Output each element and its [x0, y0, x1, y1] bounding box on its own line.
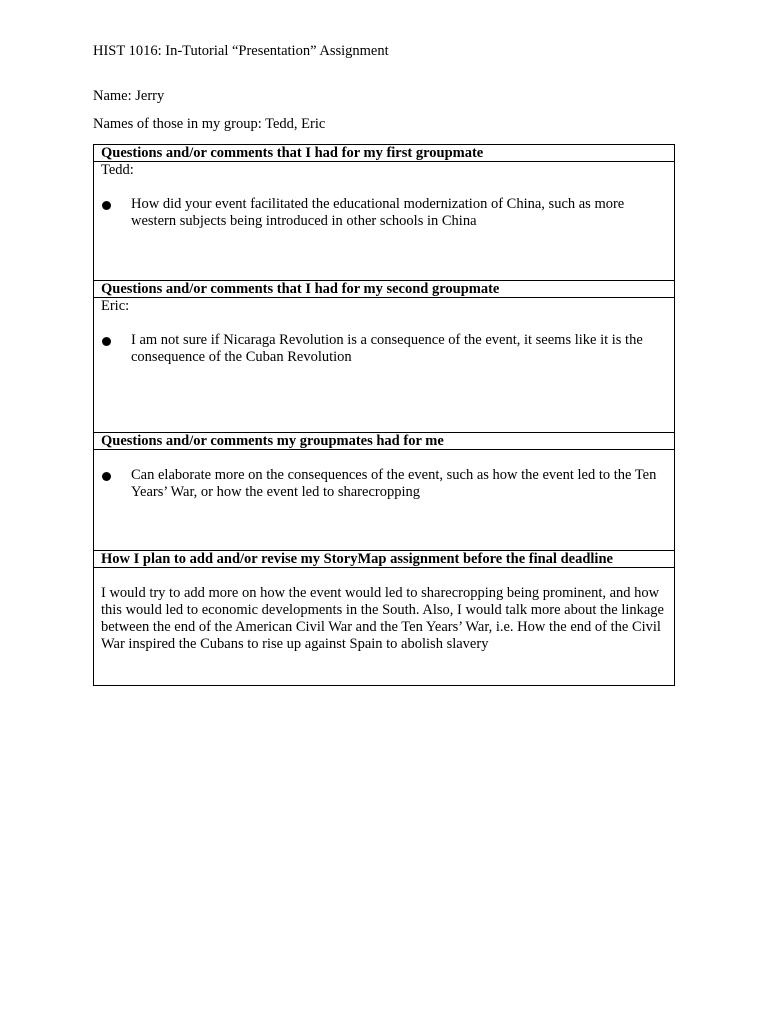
first-groupmate-section — [94, 145, 674, 280]
revision-plan-text: I would try to add more on how the event would led to sharecropping being prominent, and how this would led to economic developments in the South. Also, I would talk more about the linkage between the end of the American Civil War and the Ten Years’ War, i.e. How the end of the Civil War inspired the Cubans to rise up against Spain to abolish slavery — [101, 585, 664, 652]
second-groupmate-question-text: I am not sure if Nicaraga Revolution is a consequence of the event, it seems like it is the consequence of the Cuban Revolution — [131, 332, 643, 365]
bullet-icon — [102, 337, 111, 346]
first-groupmate-name: Tedd: — [101, 162, 134, 178]
document-title: HIST 1016: In-Tutorial “Presentation” Assignment — [93, 43, 389, 59]
second-groupmate-section — [94, 280, 674, 432]
first-groupmate-question — [101, 196, 666, 230]
revision-plan-heading: How I plan to add and/or revise my StoryMap assignment before the final deadline — [94, 551, 674, 568]
groupmates-for-me-comment-text: Can elaborate more on the consequences of the event, such as how the event led to the Ten Years’ War, or how the event led to sharecropping — [131, 467, 657, 500]
second-groupmate-heading: Questions and/or comments that I had for my second groupmate — [94, 281, 674, 298]
group-names-line: Names of those in my group: Tedd, Eric — [93, 116, 326, 132]
student-name-line: Name: Jerry — [93, 88, 165, 104]
bullet-icon — [102, 201, 111, 210]
groupmates-for-me-heading: Questions and/or comments my groupmates had for me — [94, 433, 674, 450]
groupmates-for-me-section — [94, 432, 674, 550]
presentation-feedback-table — [93, 144, 675, 686]
second-groupmate-name: Eric: — [101, 298, 130, 314]
first-groupmate-question-text: How did your event facilitated the educational modernization of China, such as more western subjects being introduced in other schools in China — [131, 196, 625, 229]
second-groupmate-question — [101, 332, 666, 366]
bullet-icon — [102, 472, 111, 481]
groupmates-for-me-comment — [101, 467, 666, 501]
first-groupmate-heading: Questions and/or comments that I had for my first groupmate — [94, 145, 674, 162]
revision-plan-section — [94, 550, 674, 685]
